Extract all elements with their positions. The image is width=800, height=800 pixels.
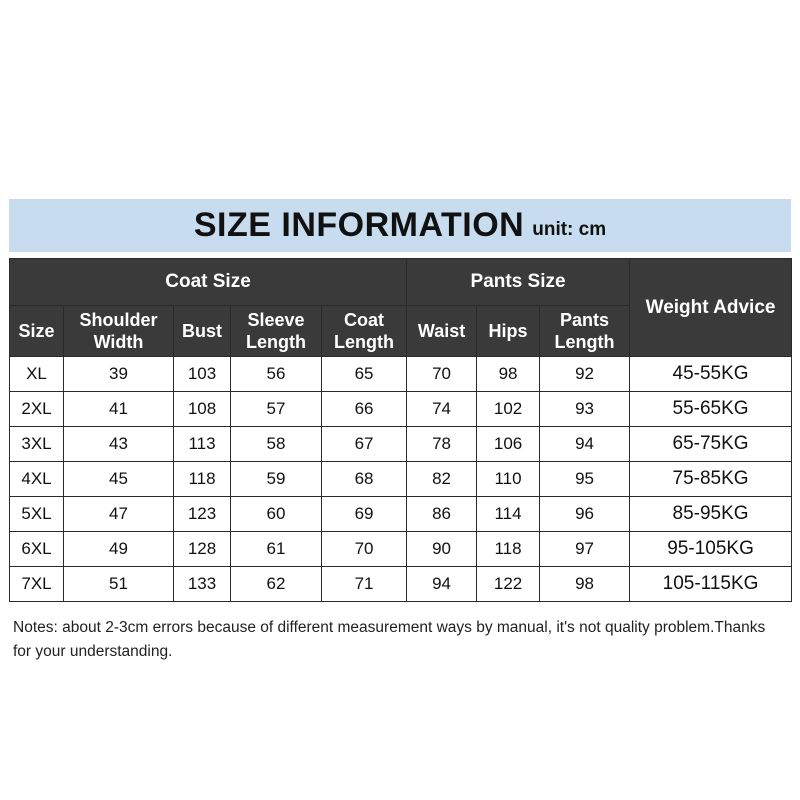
cell-sleeve: 59 xyxy=(231,462,322,497)
cell-waist: 78 xyxy=(407,427,477,462)
cell-waist: 82 xyxy=(407,462,477,497)
cell-pants-length: 97 xyxy=(540,532,630,567)
cell-hips: 106 xyxy=(477,427,540,462)
cell-sleeve: 57 xyxy=(231,392,322,427)
cell-size: 6XL xyxy=(10,532,64,567)
cell-sleeve: 58 xyxy=(231,427,322,462)
cell-pants-length: 93 xyxy=(540,392,630,427)
column-header-bust: Bust xyxy=(174,306,231,357)
cell-hips: 110 xyxy=(477,462,540,497)
table-row xyxy=(10,427,792,462)
table-row xyxy=(10,357,792,392)
cell-coat-length: 70 xyxy=(322,532,407,567)
cell-coat-length: 71 xyxy=(322,567,407,602)
cell-size: 7XL xyxy=(10,567,64,602)
column-header-shoulder-width: Shoulder Width xyxy=(64,306,174,357)
cell-pants-length: 94 xyxy=(540,427,630,462)
weight-advice-header: Weight Advice xyxy=(630,259,792,357)
cell-sleeve: 62 xyxy=(231,567,322,602)
cell-pants-length: 95 xyxy=(540,462,630,497)
cell-waist: 90 xyxy=(407,532,477,567)
cell-sleeve: 56 xyxy=(231,357,322,392)
column-header-sleeve-length: Sleeve Length xyxy=(231,306,322,357)
size-table xyxy=(9,258,792,602)
cell-coat-length: 66 xyxy=(322,392,407,427)
cell-weight: 95-105KG xyxy=(630,532,792,567)
cell-weight: 45-55KG xyxy=(630,357,792,392)
cell-bust: 123 xyxy=(174,497,231,532)
table-row xyxy=(10,462,792,497)
cell-weight: 75-85KG xyxy=(630,462,792,497)
table-row xyxy=(10,497,792,532)
cell-coat-length: 65 xyxy=(322,357,407,392)
cell-hips: 102 xyxy=(477,392,540,427)
cell-size: 5XL xyxy=(10,497,64,532)
cell-weight: 65-75KG xyxy=(630,427,792,462)
cell-waist: 70 xyxy=(407,357,477,392)
cell-shoulder: 47 xyxy=(64,497,174,532)
cell-pants-length: 92 xyxy=(540,357,630,392)
cell-shoulder: 41 xyxy=(64,392,174,427)
cell-pants-length: 96 xyxy=(540,497,630,532)
cell-weight: 55-65KG xyxy=(630,392,792,427)
cell-bust: 108 xyxy=(174,392,231,427)
cell-shoulder: 49 xyxy=(64,532,174,567)
page-title: SIZE INFORMATION xyxy=(193,206,525,244)
title-banner xyxy=(9,199,791,252)
column-header-size: Size xyxy=(10,306,64,357)
cell-bust: 113 xyxy=(174,427,231,462)
cell-weight: 105-115KG xyxy=(630,567,792,602)
cell-bust: 103 xyxy=(174,357,231,392)
cell-bust: 118 xyxy=(174,462,231,497)
cell-hips: 98 xyxy=(477,357,540,392)
coat-size-group-header: Coat Size xyxy=(10,259,407,306)
column-header-hips: Hips xyxy=(477,306,540,357)
cell-shoulder: 43 xyxy=(64,427,174,462)
cell-shoulder: 39 xyxy=(64,357,174,392)
cell-shoulder: 45 xyxy=(64,462,174,497)
cell-weight: 85-95KG xyxy=(630,497,792,532)
cell-hips: 122 xyxy=(477,567,540,602)
cell-sleeve: 61 xyxy=(231,532,322,567)
pants-size-group-header: Pants Size xyxy=(407,259,630,306)
cell-waist: 74 xyxy=(407,392,477,427)
cell-bust: 133 xyxy=(174,567,231,602)
cell-size: 3XL xyxy=(10,427,64,462)
column-header-pants-length: Pants Length xyxy=(540,306,630,357)
cell-sleeve: 60 xyxy=(231,497,322,532)
unit-label: unit: cm xyxy=(532,218,607,240)
cell-size: 2XL xyxy=(10,392,64,427)
cell-waist: 86 xyxy=(407,497,477,532)
column-header-coat-length: Coat Length xyxy=(322,306,407,357)
cell-bust: 128 xyxy=(174,532,231,567)
cell-waist: 94 xyxy=(407,567,477,602)
table-row xyxy=(10,567,792,602)
cell-size: XL xyxy=(10,357,64,392)
cell-shoulder: 51 xyxy=(64,567,174,602)
column-header-waist: Waist xyxy=(407,306,477,357)
cell-hips: 118 xyxy=(477,532,540,567)
cell-coat-length: 69 xyxy=(322,497,407,532)
cell-pants-length: 98 xyxy=(540,567,630,602)
cell-coat-length: 68 xyxy=(322,462,407,497)
table-row xyxy=(10,392,792,427)
notes-text: Notes: about 2-3cm errors because of different measurement ways by manual, it's not quality problem.Thanks for your understanding. xyxy=(13,619,766,660)
cell-size: 4XL xyxy=(10,462,64,497)
table-row xyxy=(10,532,792,567)
cell-hips: 114 xyxy=(477,497,540,532)
cell-coat-length: 67 xyxy=(322,427,407,462)
